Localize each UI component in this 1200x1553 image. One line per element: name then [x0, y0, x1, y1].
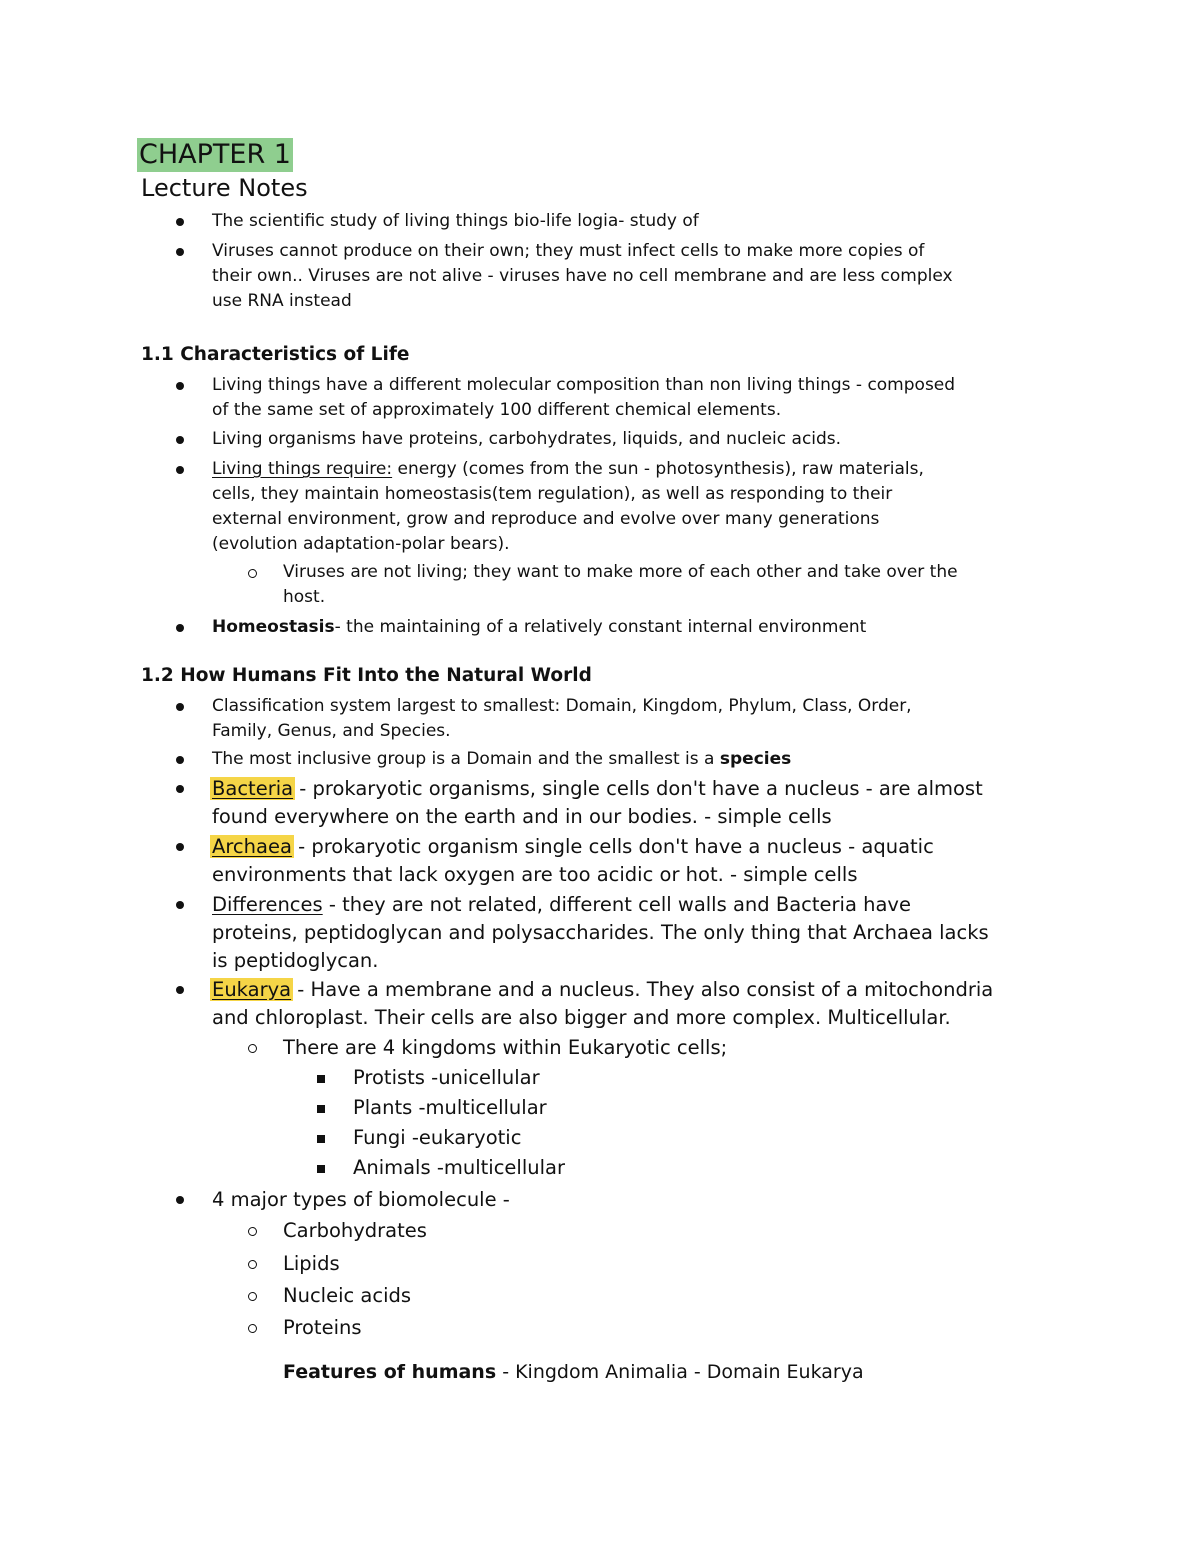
list-item: [212, 833, 1072, 889]
list-item-text: and chloroplast. Their cells are also bigger and more complex. Multicellular.: [212, 1006, 951, 1029]
bold-term: Features of humans: [283, 1361, 497, 1383]
circle-bullet-icon: [248, 1292, 257, 1301]
list-item-text: There are 4 kingdoms within Eukaryotic cells;: [283, 1036, 728, 1059]
bullet-icon: [176, 986, 184, 994]
list-item-text: [212, 775, 1072, 803]
square-bullet-icon: [317, 1165, 325, 1173]
list-item: [353, 1064, 1053, 1092]
list-item: [212, 747, 1072, 772]
bullet-icon: [176, 248, 184, 256]
list-item: [212, 1186, 1072, 1214]
list-item-text-rest: - prokaryotic organism single cells don't have a nucleus - aquatic: [291, 835, 934, 858]
list-item-text: Protists -unicellular: [353, 1066, 540, 1089]
list-item-text: Classification system largest to smallest: Domain, Kingdom, Phylum, Class, Order,: [212, 696, 912, 716]
section-heading: 1.1 Characteristics of Life: [141, 344, 410, 365]
list-item-text: [212, 891, 1072, 919]
list-item: [283, 1217, 1073, 1245]
list-item-text: environments that lack oxygen are too acidic or hot. - simple cells: [212, 863, 858, 886]
list-item: [283, 560, 1073, 610]
list-item-text: Living organisms have proteins, carbohydrates, liquids, and nucleic acids.: [212, 429, 842, 449]
list-item-text: [212, 457, 1072, 482]
list-item: [283, 1282, 1073, 1310]
list-item: [212, 239, 1072, 314]
list-item: [212, 775, 1072, 831]
list-item-text: Plants -multicellular: [353, 1096, 547, 1119]
list-item: [353, 1124, 1053, 1152]
square-bullet-icon: [317, 1075, 325, 1083]
list-item-text: Animals -multicellular: [353, 1156, 566, 1179]
list-item: [283, 1250, 1073, 1278]
list-item-text: [212, 976, 1072, 1004]
list-item-text: Nucleic acids: [283, 1284, 412, 1307]
list-item-text: Fungi -eukaryotic: [353, 1126, 522, 1149]
list-item-text: The scientific study of living things bio-life logia- study of: [212, 211, 699, 231]
circle-bullet-icon: [248, 1227, 257, 1236]
circle-bullet-icon: [248, 1260, 257, 1269]
list-item: [212, 427, 1072, 452]
list-item-text: their own.. Viruses are not alive - viruses have no cell membrane and are less complex: [212, 266, 953, 286]
bullet-icon: [176, 843, 184, 851]
list-item: [212, 373, 1072, 423]
list-item-text: 4 major types of biomolecule -: [212, 1188, 510, 1211]
list-item: [212, 694, 1072, 744]
bullet-icon: [176, 624, 184, 632]
highlighted-term: Archaea: [212, 835, 292, 858]
features-text: - Kingdom Animalia - Domain Eukarya: [496, 1361, 864, 1383]
bullet-icon: [176, 1196, 184, 1204]
list-item-text: use RNA instead: [212, 291, 352, 311]
list-item-text-rest: - prokaryotic organisms, single cells don't have a nucleus - are almost: [293, 777, 983, 800]
list-item-text: of the same set of approximately 100 different chemical elements.: [212, 400, 782, 420]
highlighted-term: Eukarya: [212, 978, 292, 1001]
bullet-icon: [176, 785, 184, 793]
list-item-text-rest: - they are not related, different cell walls and Bacteria have: [322, 893, 911, 916]
list-item-text: cells, they maintain homeostasis(tem regulation), as well as responding to their: [212, 484, 893, 504]
lecture-notes-subtitle: Lecture Notes: [141, 174, 308, 202]
list-item-text-pre: The most inclusive group is a Domain and the smallest is a: [212, 749, 720, 769]
circle-bullet-icon: [248, 1324, 257, 1333]
underlined-term: Living things require:: [212, 459, 393, 479]
list-item-text-rest: - the maintaining of a relatively constant internal environment: [334, 617, 867, 637]
circle-bullet-icon: [248, 1044, 257, 1053]
square-bullet-icon: [317, 1105, 325, 1113]
section-heading: 1.2 How Humans Fit Into the Natural World: [141, 665, 592, 686]
bold-term: species: [719, 749, 792, 769]
bullet-icon: [176, 901, 184, 909]
list-item: [212, 209, 1072, 234]
list-item: [283, 1034, 1073, 1062]
list-item: [283, 1314, 1073, 1342]
list-item-text: is peptidoglycan.: [212, 949, 379, 972]
list-item-text-rest: - Have a membrane and a nucleus. They also consist of a mitochondria: [291, 978, 994, 1001]
bullet-icon: [176, 703, 184, 711]
underlined-term: Differences: [212, 893, 323, 916]
list-item-text: Viruses are not living; they want to make more of each other and take over the: [283, 562, 958, 582]
list-item-text: Living things have a different molecular composition than non living things - composed: [212, 375, 956, 395]
square-bullet-icon: [317, 1135, 325, 1143]
list-item: [212, 457, 1072, 557]
bullet-icon: [176, 436, 184, 444]
list-item-text: [212, 615, 1072, 640]
list-item: [353, 1094, 1053, 1122]
list-item-text: proteins, peptidoglycan and polysaccharides. The only thing that Archaea lacks: [212, 921, 989, 944]
list-item-text: Proteins: [283, 1316, 362, 1339]
list-item-text: Family, Genus, and Species.: [212, 721, 451, 741]
list-item-text: external environment, grow and reproduce and evolve over many generations: [212, 509, 880, 529]
list-item: [353, 1154, 1053, 1182]
features-of-humans: [283, 1358, 864, 1386]
list-item-text: [212, 833, 1072, 861]
bullet-icon: [176, 382, 184, 390]
highlighted-term: Bacteria: [212, 777, 294, 800]
list-item: [212, 615, 1072, 640]
list-item-text: (evolution adaptation-polar bears).: [212, 534, 510, 554]
list-item-text: host.: [283, 587, 326, 607]
list-item-text: [212, 747, 1072, 772]
bullet-icon: [176, 218, 184, 226]
list-item-text: Lipids: [283, 1252, 340, 1275]
list-item-text: found everywhere on the earth and in our bodies. - simple cells: [212, 805, 832, 828]
list-item: [212, 976, 1072, 1032]
list-item-text: Viruses cannot produce on their own; they must infect cells to make more copies of: [212, 241, 925, 261]
bullet-icon: [176, 466, 184, 474]
chapter-title: CHAPTER 1: [139, 139, 291, 170]
list-item-text: Carbohydrates: [283, 1219, 427, 1242]
bullet-icon: [176, 756, 184, 764]
bold-term: Homeostasis: [212, 617, 335, 637]
list-item-text-rest: energy (comes from the sun - photosynthesis), raw materials,: [392, 459, 924, 479]
list-item: [212, 891, 1072, 975]
circle-bullet-icon: [248, 569, 257, 578]
